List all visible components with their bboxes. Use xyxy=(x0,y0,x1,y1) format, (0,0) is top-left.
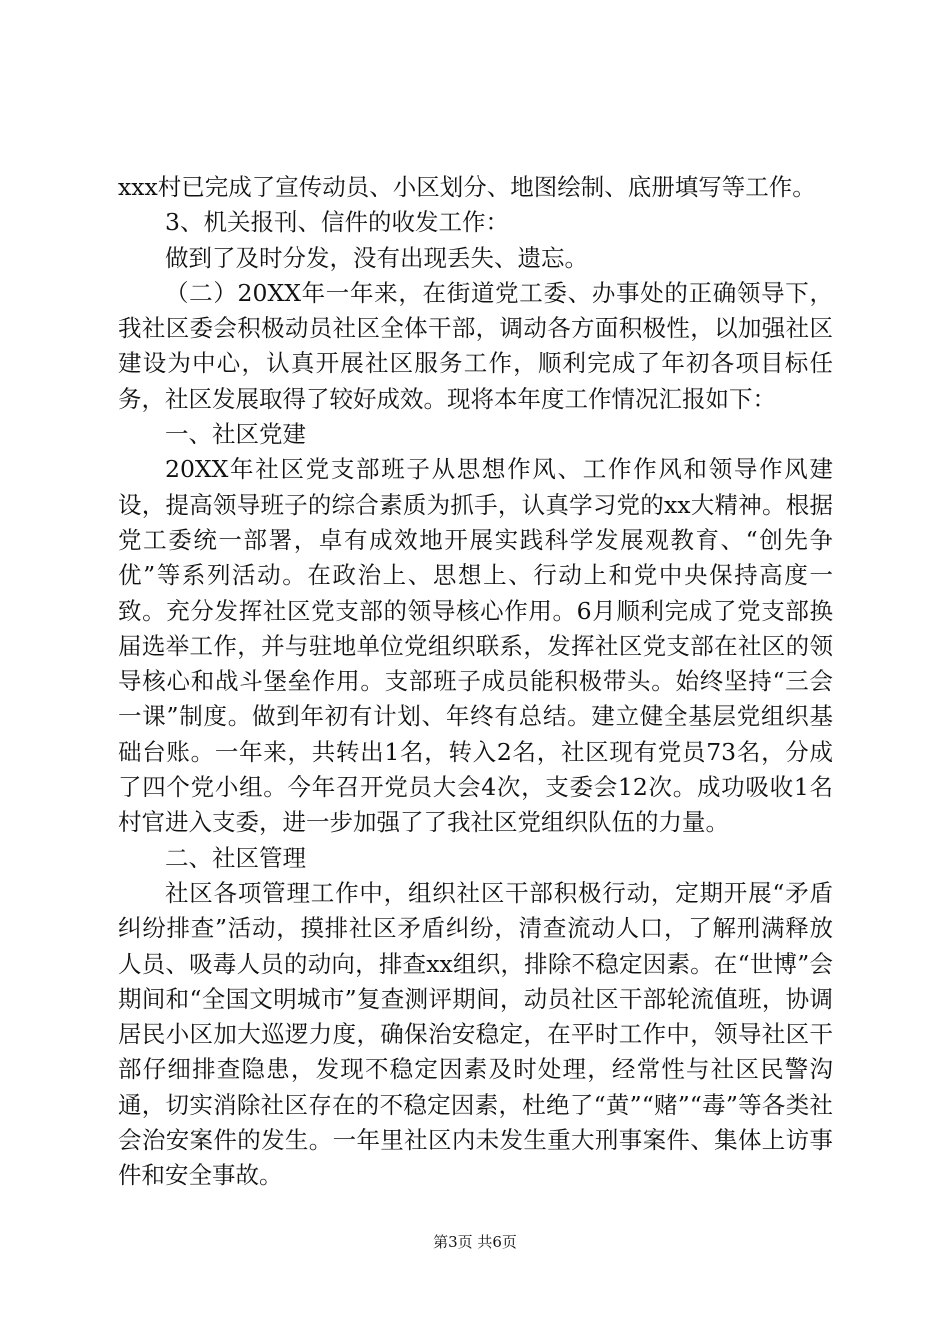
paragraph-item-3-heading: 3、机关报刊、信件的收发工作： xyxy=(165,208,509,237)
page-footer: 第3页 共6页 xyxy=(433,1233,517,1251)
heading-party-building: 一、社区党建 xyxy=(165,420,306,449)
paragraph-section-2-intro: （二）20XX年一年来，在街道党工委、办事处的正确领导下，我社区委会积极动员社区全体干部，调动各方面积极性，以加强社区建设为中心，认真开展社区服务工作，顺利完成了年初各项目标任务，社区发展取得了较好成效。现将本年度工作情况汇报如下： xyxy=(118,278,833,413)
document-body xyxy=(118,170,833,1194)
paragraph-party-building: 20XX年社区党支部班子从思想作风、工作作风和领导作风建设，提高领导班子的综合素质为抓手，认真学习党的xx大精神。根据党工委统一部署，卓有成效地开展实践科学发展观教育、“创先争优”等系列活动。在政治上、思想上、行动上和党中央保持高度一致。充分发挥社区党支部的领导核心作用。6月顺利完成了党支部换届选举工作，并与驻地单位党组织联系，发挥社区党支部在社区的领导核心和战斗堡垒作用。支部班子成员能积极带头。始终坚持“三会一课”制度。做到年初有计划、年终有总结。建立健全基层党组织基础台账。一年来，共转出1名，转入2名，社区现有党员73名，分成了四个党小组。今年召开党员大会4次，支委会12次。成功吸收1名村官进入支委，进一步加强了了我社区党组织队伍的力量。 xyxy=(118,455,833,837)
paragraph-item-3-body: 做到了及时分发，没有出现丢失、遗忘。 xyxy=(165,243,588,272)
paragraph-continuation: xxx村已完成了宣传动员、小区划分、地图绘制、底册填写等工作。 xyxy=(118,173,816,201)
paragraph-community-management: 社区各项管理工作中，组织社区干部积极行动，定期开展“矛盾纠纷排查”活动，摸排社区矛盾纠纷，清查流动人口，了解刑满释放人员、吸毒人员的动向，排查xx组织，排除不稳定因素。在“世博”会期间和“全国文明城市”复查测评期间，动员社区干部轮流值班，协调居民小区加大巡逻力度，确保治安稳定，在平时工作中，领导社区干部仔细排查隐患，发现不稳定因素及时处理，经常性与社区民警沟通，切实消除社区存在的不稳定因素，杜绝了“黄”“赌”“毒”等各类社会治安案件的发生。一年里社区内未发生重大刑事案件、集体上访事件和安全事故。 xyxy=(118,878,833,1190)
heading-community-management: 二、社区管理 xyxy=(165,843,306,872)
